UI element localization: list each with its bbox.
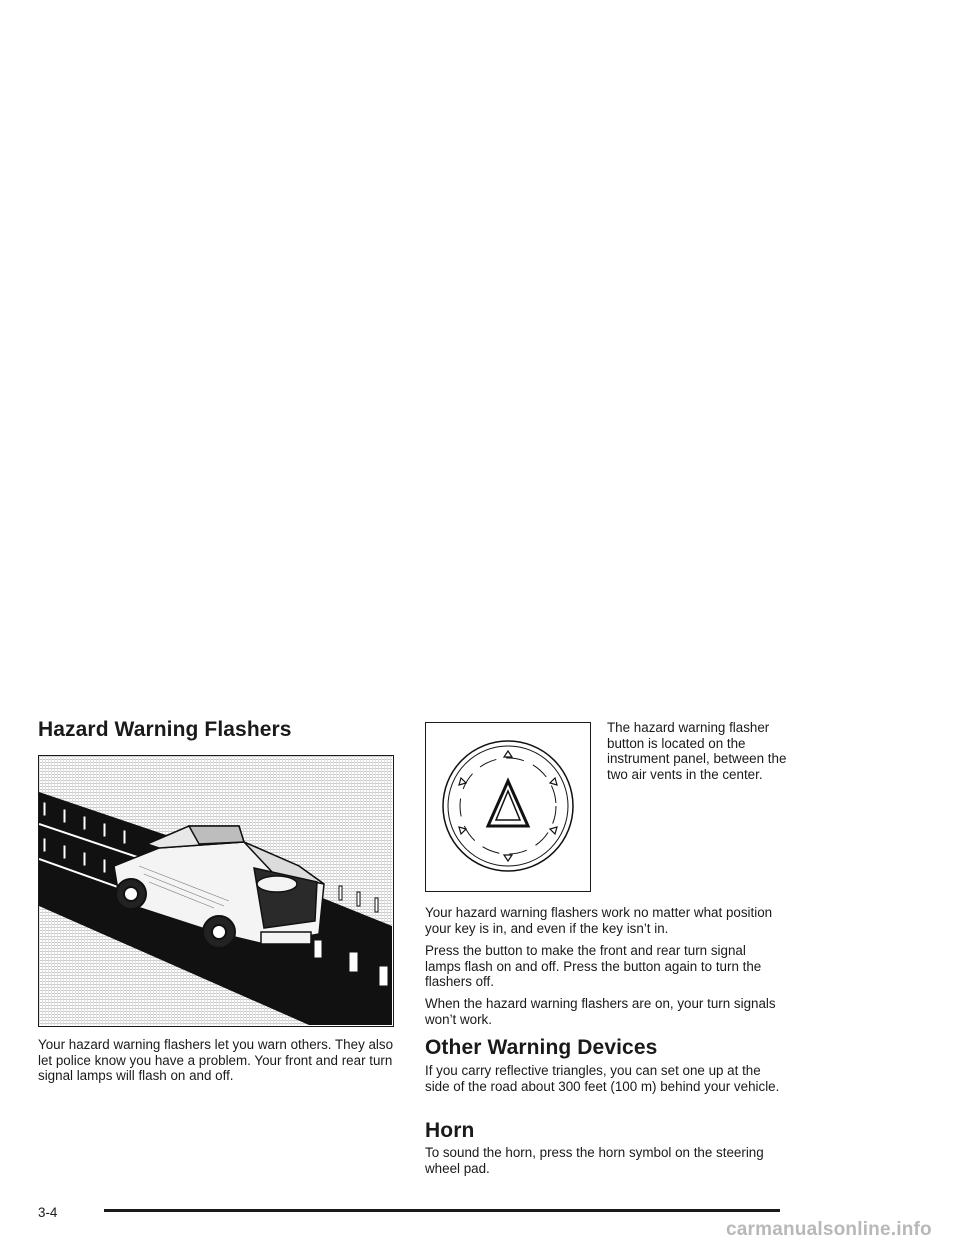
- page-number: 3-4: [38, 1205, 58, 1220]
- truck-illustration: [38, 755, 394, 1027]
- truck-on-road-image: [39, 756, 392, 1025]
- hazard-button-image: [426, 723, 589, 890]
- hazard-intro-text: Your hazard warning flashers let you warn others. They also let police know you have a problem. Your front and rear turn signal lamps will flash on and off.: [38, 1037, 394, 1084]
- hazard-press-text: Press the button to make the front and rear turn signal lamps flash on and off. Press the button again to turn the flashers off.: [425, 943, 762, 990]
- hazard-key-text: Your hazard warning flashers work no matter what position your key is in, and even if the key isn’t in.: [425, 905, 773, 936]
- hazard-heading: Hazard Warning Flashers: [38, 718, 292, 741]
- hazard-button-illustration: [425, 722, 591, 892]
- footer-rule: [104, 1209, 780, 1212]
- watermark: carmanualsonline.info: [726, 1219, 932, 1240]
- other-warning-heading: Other Warning Devices: [425, 1036, 658, 1059]
- hazard-button-caption: The hazard warning flasher button is located on the instrument panel, between the two air vents in the center.: [607, 720, 787, 782]
- other-warning-text: If you carry reflective triangles, you can set one up at the side of the road about 300 feet (100 m) behind your vehicle.: [425, 1063, 780, 1094]
- horn-heading: Horn: [425, 1119, 475, 1142]
- horn-text: To sound the horn, press the horn symbol on the steering wheel pad.: [425, 1145, 764, 1176]
- hazard-turn-signal-text: When the hazard warning flashers are on, your turn signals won’t work.: [425, 996, 776, 1027]
